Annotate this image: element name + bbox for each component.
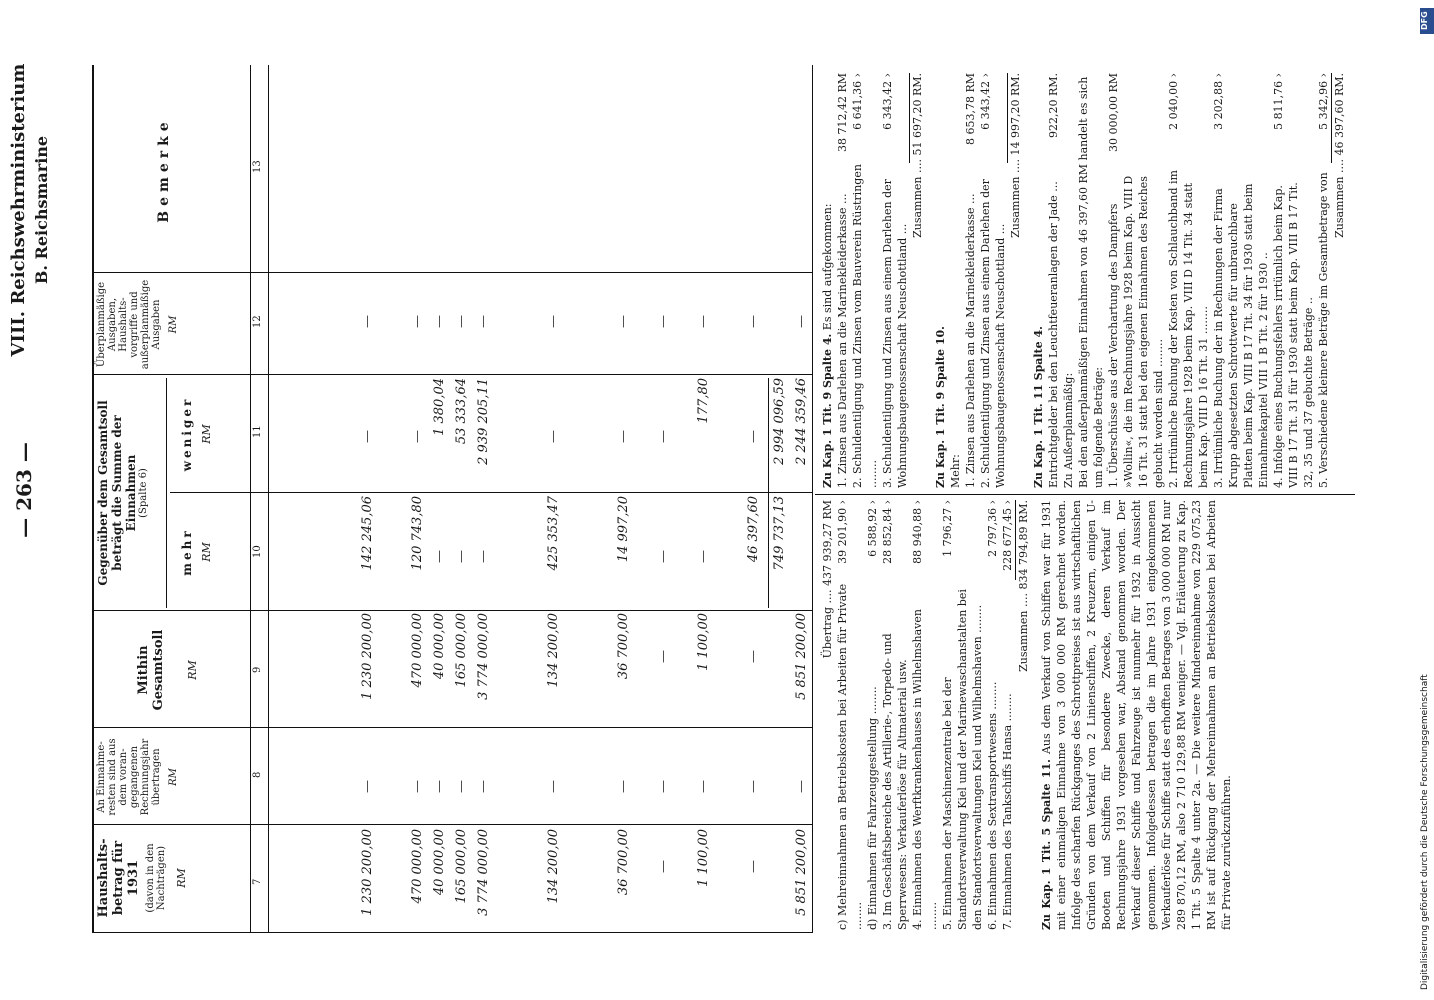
rule-c7-c8 <box>92 824 812 825</box>
col-9-header: Mithin Gesamtsoll RM <box>136 629 199 711</box>
note-item: 4. Einnahmen des Werftkrankenhauses in Wilhelmshaven ........ 88 940,88 › <box>911 500 939 930</box>
notes-divider <box>815 494 1355 495</box>
page-number: — 263 — <box>12 442 36 538</box>
table-top-rule <box>92 65 94 933</box>
col-13-header: Bemerke <box>156 117 172 223</box>
section-title: VIII. Reichswehrministerium <box>8 63 29 357</box>
rule-c11-c12 <box>92 374 812 375</box>
uebertrag-line: Übertrag .... 437 939,27 RM <box>821 500 834 659</box>
dfg-logo: DFG <box>1420 8 1434 34</box>
note-item: 3. Im Geschäftsbereiche des Artillerie-, Torpedo- und Sperrwesens: Verkauferlöse für Altmaterial usw. 28 852,84 › <box>881 500 909 930</box>
section-subtitle: B. Reichsmarine <box>32 135 51 285</box>
col-8-header: An Einnahme-resten sind aus dem voran-gegangenen Rechnungsjahr übertragen RM <box>96 738 179 816</box>
notes-left <box>820 500 1234 930</box>
rule-c10-c11 <box>170 492 812 493</box>
table-bottom-rule <box>812 65 813 933</box>
note-item: d) Einnahmen für Fahrzeuggestellung ........ 6 588,92 › <box>866 500 879 930</box>
note-item: 6. Einnahmen des Sextransportwesens ........ 2 797,36 › <box>986 500 999 930</box>
note-block-kap1-tit11-s4: Zu Kap. 1 Tit. 11 Spalte 4. Entrichtgelder bei den Leuchtfeueranlagen der Jade ... 922,20 RM. Zu Außerplanmäßig: Bei den außerplanmäßigen Einnahmen von 46 397,60 RM handelt es sich um folgende Beträge: 1. Überschüsse aus der Verchartung des Dampfers »Wollin«, die im Rechnungsjahre 1928 beim Kap. VIII D 16 Tit. 31 statt bei den eigenen Einnahmen des Reiches gebucht worden sind ........ 30 000,00 RM 2. Irrtümliche Buchung der Kosten von Schlauchband im Rechnungsjahre 1928 beim Kap. VIII D 14 Tit. 34 statt beim Kap. VIII D 16 Tit. 31 ........ 2 040,00 › 3. Irrtümliche Buchung der in Rechnungen der Firma Krupp abgesetzten Schrottwerte für unbrauchbare Platten beim Kap. VIII B 17 Tit. 34 für 1930 statt beim Einnahmekapitel VIII 1 B Tit. 2 für 1930 .. 3 202,88 › 4. Infolge eines Buchungsfehlers irrtümlich beim Kap. VIII B 17 Tit. 31 für 1930 statt beim Kap. VIII B 17 Tit. 32, 35 und 37 gebuchte Beträge .. 5 811,76 › 5. Verschiedene kleinere Beträge im Gesamtbetrage von 5 342,96 › Zusammen .... 46 397,60 RM. <box>1032 73 1346 488</box>
rule-c9-c10 <box>92 610 812 611</box>
rule-c8-c9 <box>92 727 812 728</box>
column-number-rule <box>268 65 269 933</box>
note-item: 7. Einnahmen des Tankschiffs Hansa ........ 228 677,45 › <box>1001 500 1014 930</box>
digitization-stripe <box>1420 0 1434 1000</box>
rotated-page: — 263 — VIII. Reichswehrministerium B. Reichsmarine Haushalts-betrag für 1931 (davon in den Nachträgen) RM An Einnahme-resten sind aus dem voran-gegangenen Rechnungsjahr übertragen RM Mithin Gesamtsoll RM Gegenüber dem Gesamtsoll beträgt die Summe der Einnahmen (Spalte 6) mehr RM weniger RM Überplanmäßige Ausgaben, Haushalts-vorgriffe und außerplanmäßige Ausgaben RM Bemerke 7 8 9 10 11 12 13 1 230 200,00 — 1 230 200,00 142 245,06 — — 470 000,00 — 470 000,00 120 743,80 — — 40 000,00 — 40 000,00 — 1 380,04 — 165 000,00 — 165 000,00 — 53 333,64 — 3 774 000,00 — 3 774 000,00 — 2 939 205,11 — 134 200,00 — 134 200,00 425 353,47 — — 36 700,00 — 36 700,00 14 997,20 — — — — — — — — 1 100,00 — 1 100,00 — 177,80 — — — — 46 397,60 — — 5 851 200,00 — 5 851 200,00 749 737,13 2 994 096,59 2 244 359,46 — Übertrag .... 437 939,27 RM c) Mehreinnahmen an Betriebskosten bei Arbeiten für Private ........ 39 201,90 › d) Einnahmen für Fahrzeuggestellung ........ 6 588,92 › 3. Im Geschäftsbereiche des Artillerie-, Torpedo- und Sperrwesens: Verkauferlöse für Altmaterial usw. 28 852,84 › 4. Einnahmen des Werftkrankenhauses in Wilhelmshaven ........ 88 940,88 › 5. Einnahmen der Maschinenzentrale bei der Standortsverwaltung Kiel und der Marinewaschanstalten bei den Standortsverwaltungen Kiel und Wilhelmshaven ........ 1 796,27 › 6. Einnahmen des Sextransportwesens ........ 2 797,36 › 7. Einnahmen des Tankschiffs Hansa ........ 228 677,45 › Zusammen .... 834 794,89 RM. Zu Kap. 1 Tit. 5 Spalte 11. Aus dem Verkauf von Schiffen war für 1931 mit einer einmaligen Einnahme von 3 000 000 RM gerechnet worden. Infolge des scharfen Rückganges des Schrottpreises ist aus wirtschaftlichen Gründen von dem Verkauf von 2 Linienschiffen, 2 Kreuzern, einigen U-Booten und Schiffen für besondere Zwecke, deren Verkauf im Rechnungsjahre 1931 vorgesehen war, Abstand genommen worden. Der Verkauf dieser Schiffe und Fahrzeuge ist nunmehr für 1932 in Aussicht genommen. Infolgedessen betragen die im Jahre 1931 eingekommenen Verkauferlöse für Schiffe statt des erhofften Betrages von 3 000 000 RM nur 289 870,12 RM, also 2 710 129,88 RM weniger. — Vgl. Erläuterung zu Kap. 1 Tit. 5 Spalte 4 unter 2a. — Die weitere Mindereinnahme von 229 075,23 RM ist auf Rückgang der Mehreinnahmen an Betriebskosten bei Arbeiten für Private zurückzuführen. Zu Kap. 1 Tit. 9 Spalte 4. Es sind aufgekommen: 1. Zinsen aus Darlehen an die Marinekleiderkasse ... 38 712,42 RM 2. Schuldentilgung und Zinsen vom Bauverein Rüstringen ........ 6 641,36 › 3. Schuldentilgung und Zinsen aus einem Darlehen der Wohnungsbaugenossenschaft Neuschottland ... 6 343,42 › Zusammen .... 51 697,20 RM. Zu Kap. 1 Tit. 9 Spalte 10. Mehr: 1. Zinsen aus Darlehen an die Marinekleiderkasse ... 8 653,78 RM 2. Schuldentilgung und Zinsen aus einem Darlehen der Wohnungsbaugenossenschaft Neuschottland ... 6 343,42 › Zusammen .... 14 997,20 RM. Zu Kap. 1 Tit. 11 Spalte 4. Entrichtgelder bei den Leuchtfeueranlagen der Jade ... 922,20 RM. Zu Außerplanmäßig: Bei den außerplanmäßigen Einnahmen von 46 397,60 RM handelt es sich um folgende Beträge: 1. Überschüsse aus der Verchartung des Dampfers »Wollin«, die im Rechnungsjahre 1928 beim Kap. VIII D 16 Tit. 31 statt bei den eigenen Einnahmen des Reiches gebucht worden sind ........ 30 000,00 RM 2. Irrtümliche Buchung der Kosten von Schlauchband im Rechnungsjahre 1928 beim Kap. VIII D 14 Tit. 34 statt beim Kap. VIII D 16 Tit. 31 ........ 2 040,00 › 3. Irrtümliche Buchung der in Rechnungen der Firma Krupp abgesetzten Schrottwerte für unbrauchbare Platten beim Kap. VIII B 17 Tit. 34 für 1930 statt beim Einnahmekapitel VIII 1 B Tit. 2 für 1930 .. 3 202,88 › 4. Infolge eines Buchungsfehlers irrtümlich beim Kap. VIII B 17 Tit. 31 für 1930 statt beim Kap. VIII B 17 Tit. 32, 35 und 37 gebuchte Beträge .. 5 811,76 › 5. Verschiedene kleinere Beträge im Gesamtbetrage von 5 342,96 › Zusammen .... 46 397,60 RM. <box>0 0 1434 1000</box>
note-sum: Zusammen .... 834 794,89 RM. <box>1017 500 1030 672</box>
note-item: c) Mehreinnahmen an Betriebskosten bei Arbeiten für Private ........ 39 201,90 › <box>836 500 864 930</box>
note-block-kap1-tit9-s10: Zu Kap. 1 Tit. 9 Spalte 10. Mehr: 1. Zinsen aus Darlehen an die Marinekleiderkasse ... 8 653,78 RM 2. Schuldentilgung und Zinsen aus einem Darlehen der Wohnungsbaugenossenschaft Neuschottland ... 6 343,42 › Zusammen .... 14 997,20 RM. <box>934 73 1022 488</box>
col-10-11-group-header: Gegenüber dem Gesamtsoll beträgt die Summe der Einnahmen (Spalte 6) <box>96 378 167 608</box>
col-10-header: mehr RM <box>180 528 213 576</box>
note-block-kap1-tit9-s4: Zu Kap. 1 Tit. 9 Spalte 4. Es sind aufgekommen: 1. Zinsen aus Darlehen an die Marinekleiderkasse ... 38 712,42 RM 2. Schuldentilgung und Zinsen vom Bauverein Rüstringen ........ 6 641,36 › 3. Schuldentilgung und Zinsen aus einem Darlehen der Wohnungsbaugenossenschaft Neuschottland ... 6 343,42 › Zusammen .... 51 697,20 RM. <box>821 73 924 488</box>
column-number-row: 7 8 9 10 11 12 13 <box>252 160 263 885</box>
col-12-header: Überplanmäßige Ausgaben, Haushalts-vorgriffe und außerplanmäßige Ausgaben RM <box>96 279 179 370</box>
digitization-note: Digitalisierung gefördert durch die Deutsche Forschungsgemeinschaft <box>1420 674 1430 990</box>
col-7-header: Haushalts-betrag für 1931 (davon in den Nachträgen) RM <box>96 838 188 918</box>
rule-c12-c13 <box>92 272 812 273</box>
header-bottom-rule <box>250 65 251 933</box>
note-kap1-tit5: Zu Kap. 1 Tit. 5 Spalte 11. Aus dem Verkauf von Schiffen war für 1931 mit einer einmaligen Einnahme von 3 000 000 RM gerechnet worden. Infolge des scharfen Rückganges des Schrottpreises ist aus wirtschaftlichen Gründen von dem Verkauf von 2 Linienschiffen, 2 Kreuzern, einigen U-Booten und Schiffen für besondere Zwecke, deren Verkauf im Rechnungsjahre 1931 vorgesehen war, Abstand genommen worden. Der Verkauf dieser Schiffe und Fahrzeuge ist nunmehr für 1932 in Aussicht genommen. Infolgedessen betragen die im Jahre 1931 eingekommenen Verkauferlöse für Schiffe statt des erhofften Betrages von 3 000 000 RM nur 289 870,12 RM, also 2 710 129,88 RM weniger. — Vgl. Erläuterung zu Kap. 1 Tit. 5 Spalte 4 unter 2a. — Die weitere Mindereinnahme von 229 075,23 RM ist auf Rückgang der Mehreinnahmen an Betriebskosten bei Arbeiten für Private zurückzuführen. <box>1040 500 1233 930</box>
totals-row: 5 851 200,00 — 5 851 200,00 749 737,13 2 994 096,59 2 244 359,46 — <box>772 315 809 916</box>
notes-right <box>820 73 1347 488</box>
col-11-header: weniger RM <box>180 396 213 472</box>
totals-rule-c10-11 <box>768 378 769 608</box>
note-item: 5. Einnahmen der Maschinenzentrale bei der Standortsverwaltung Kiel und der Marinewaschanstalten bei den Standortsverwaltungen Kiel und Wilhelmshaven ........ 1 796,27 › <box>941 500 984 930</box>
